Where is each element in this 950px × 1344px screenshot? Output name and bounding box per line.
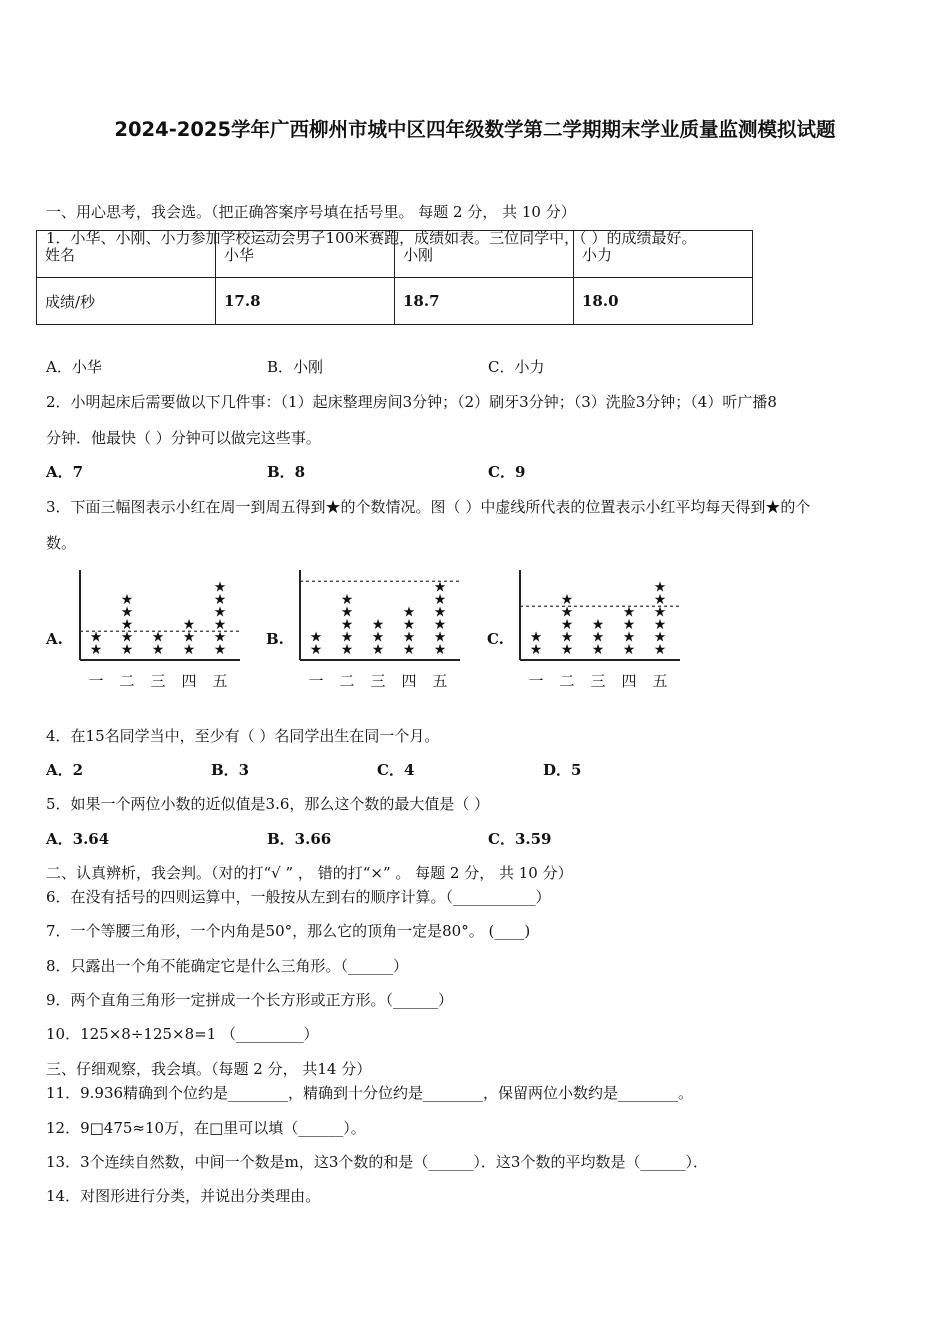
table-cell: 18.7: [395, 278, 574, 325]
star-mark: ★: [182, 617, 196, 633]
section-1-heading: 一、用心思考，我会选。（把正确答案序号填在括号里。 每题 2 分， 共 10 分）: [46, 203, 576, 221]
day-label: 五: [212, 672, 228, 690]
star-mark: ★: [622, 629, 636, 646]
table-cell: 17.8: [216, 278, 395, 325]
table-cell: 小刚: [395, 231, 574, 278]
star-mark: ★: [340, 592, 354, 608]
star-mark: ★: [622, 604, 636, 621]
option-b[interactable]: B．小刚: [267, 358, 324, 376]
star-mark: ★: [560, 604, 574, 621]
star-mark: ★: [433, 642, 447, 658]
day-label: 四: [401, 672, 417, 690]
star-mark: ★: [402, 604, 416, 621]
table-row: [37, 278, 753, 325]
star-mark: ★: [120, 592, 134, 608]
star-mark: ★: [653, 629, 667, 646]
question-14: 14．对图形进行分类，并说出分类理由。: [46, 1187, 321, 1205]
chart-a-option-letter[interactable]: A.: [46, 630, 63, 648]
table-cell: 成绩/秒: [37, 278, 216, 325]
pictograph-chart-b: [288, 566, 468, 694]
star-mark: ★: [433, 604, 447, 621]
option-c[interactable]: C．4: [377, 761, 415, 779]
question-6: 6．在没有括号的四则运算中，一般按从左到右的顺序计算。（___________）: [46, 888, 551, 906]
question-10: 10．125×8÷125×8=1 （_________）: [46, 1025, 319, 1043]
star-mark: ★: [591, 642, 605, 658]
star-mark: ★: [213, 642, 227, 658]
table-cell: 18.0: [574, 278, 753, 325]
day-label: 五: [432, 672, 448, 690]
star-mark: ★: [433, 592, 447, 608]
question-8: 8．只露出一个角不能确定它是什么三角形。（______）: [46, 957, 409, 975]
star-mark: ★: [560, 629, 574, 646]
chart-b-option-letter[interactable]: B.: [266, 630, 284, 648]
question-11: 11．9.936精确到个位约是________，精确到十分位约是________，保留两位小数约是________。: [46, 1084, 694, 1102]
day-label: 三: [590, 672, 606, 690]
option-c[interactable]: C．9: [488, 463, 526, 481]
star-mark: ★: [213, 592, 227, 608]
question-9: 9．两个直角三角形一定拼成一个长方形或正方形。（______）: [46, 991, 454, 1009]
star-mark: ★: [151, 629, 165, 646]
table-header-row: [37, 231, 753, 278]
option-b[interactable]: B．3.66: [267, 830, 332, 848]
star-mark: ★: [89, 642, 103, 658]
option-a[interactable]: A．2: [46, 761, 84, 779]
star-mark: ★: [529, 629, 543, 646]
star-mark: ★: [371, 617, 385, 633]
day-label: 一: [88, 672, 104, 690]
star-mark: ★: [653, 579, 667, 596]
question-5-stem: 5．如果一个两位小数的近似值是3.6，那么这个数的最大值是（ ）: [46, 795, 490, 813]
option-a[interactable]: A．小华: [46, 358, 102, 376]
question-2-stem-line-2: 分钟．他最快（ ）分钟可以做完这些事。: [46, 429, 321, 447]
question-3-stem-line-2: 数。: [46, 534, 77, 552]
star-mark: ★: [433, 629, 447, 646]
day-label: 三: [370, 672, 386, 690]
star-mark: ★: [213, 604, 227, 621]
star-mark: ★: [560, 592, 574, 608]
star-mark: ★: [622, 642, 636, 658]
star-mark: ★: [309, 629, 323, 646]
star-mark: ★: [89, 629, 103, 646]
option-c[interactable]: C．3.59: [488, 830, 552, 848]
star-mark: ★: [213, 579, 227, 596]
question-1-stem: 1．小华、小刚、小力参加学校运动会男子100米赛跑，成绩如表。三位同学中，（ ）的成绩最好。: [46, 229, 697, 247]
question-2-stem-line-1: 2．小明起床后需要做以下几件事：（1）起床整理房间3分钟；（2）刷牙3分钟；（3）洗脸3分钟；（4）听广播8: [46, 393, 777, 411]
day-label: 三: [150, 672, 166, 690]
option-b[interactable]: B．8: [267, 463, 306, 481]
page-title: 2024-2025学年广西柳州市城中区四年级数学第二学期期末学业质量监测模拟试题: [114, 118, 836, 141]
star-mark: ★: [182, 629, 196, 646]
star-mark: ★: [213, 629, 227, 646]
star-mark: ★: [340, 629, 354, 646]
star-mark: ★: [340, 604, 354, 621]
day-label: 二: [119, 672, 135, 690]
day-label: 一: [528, 672, 544, 690]
question-7: 7．一个等腰三角形，一个内角是50°，那么它的顶角一定是80°。 (____): [46, 922, 531, 940]
star-mark: ★: [402, 642, 416, 658]
section-2-heading: 二、认真辨析，我会判。（对的打“√ ” ， 错的打“×” 。 每题 2 分， 共 10 分）: [46, 864, 573, 882]
star-mark: ★: [591, 617, 605, 633]
star-mark: ★: [120, 642, 134, 658]
option-c[interactable]: C．小力: [488, 358, 545, 376]
star-mark: ★: [529, 642, 543, 658]
star-mark: ★: [309, 642, 323, 658]
question-12: 12．9□475≈10万，在□里可以填（______）。: [46, 1119, 366, 1137]
star-mark: ★: [402, 617, 416, 633]
pictograph-chart-a: [68, 566, 248, 694]
question-4-stem: 4．在15名同学当中，至少有（ ）名同学出生在同一个月。: [46, 727, 440, 745]
table-cell: 姓名: [37, 231, 216, 278]
day-label: 二: [559, 672, 575, 690]
star-mark: ★: [371, 642, 385, 658]
star-mark: ★: [560, 642, 574, 658]
star-mark: ★: [120, 629, 134, 646]
option-a[interactable]: A．7: [46, 463, 84, 481]
day-label: 五: [652, 672, 668, 690]
star-mark: ★: [653, 604, 667, 621]
star-mark: ★: [402, 629, 416, 646]
star-mark: ★: [120, 604, 134, 621]
star-mark: ★: [622, 617, 636, 633]
option-a[interactable]: A．3.64: [46, 830, 110, 848]
star-mark: ★: [340, 617, 354, 633]
table-cell: 小华: [216, 231, 395, 278]
star-mark: ★: [433, 579, 447, 596]
star-mark: ★: [371, 629, 385, 646]
pictograph-chart-c: [508, 566, 688, 694]
option-b[interactable]: B．3: [211, 761, 250, 779]
question-13: 13．3个连续自然数，中间一个数是m，这3个数的和是（______）．这3个数的平均数是（______）．: [46, 1153, 708, 1171]
star-mark: ★: [653, 642, 667, 658]
day-label: 二: [339, 672, 355, 690]
question-3-stem-line-1: 3．下面三幅图表示小红在周一到周五得到★的个数情况。图（ ）中虚线所代表的位置表示小红平均每天得到★的个: [46, 498, 811, 516]
section-3-heading: 三、仔细观察，我会填。（每题 2 分， 共14 分）: [46, 1060, 372, 1078]
day-label: 一: [308, 672, 324, 690]
star-mark: ★: [433, 617, 447, 633]
star-mark: ★: [560, 617, 574, 633]
star-mark: ★: [182, 642, 196, 658]
star-mark: ★: [653, 592, 667, 608]
star-mark: ★: [340, 642, 354, 658]
star-mark: ★: [213, 617, 227, 633]
chart-c-option-letter[interactable]: C.: [487, 630, 504, 648]
star-mark: ★: [120, 617, 134, 633]
day-label: 四: [621, 672, 637, 690]
table-cell: 小力: [574, 231, 753, 278]
day-label: 四: [181, 672, 197, 690]
star-mark: ★: [591, 629, 605, 646]
option-d[interactable]: D．5: [543, 761, 582, 779]
star-mark: ★: [653, 617, 667, 633]
star-mark: ★: [151, 642, 165, 658]
score-table: [36, 230, 753, 325]
